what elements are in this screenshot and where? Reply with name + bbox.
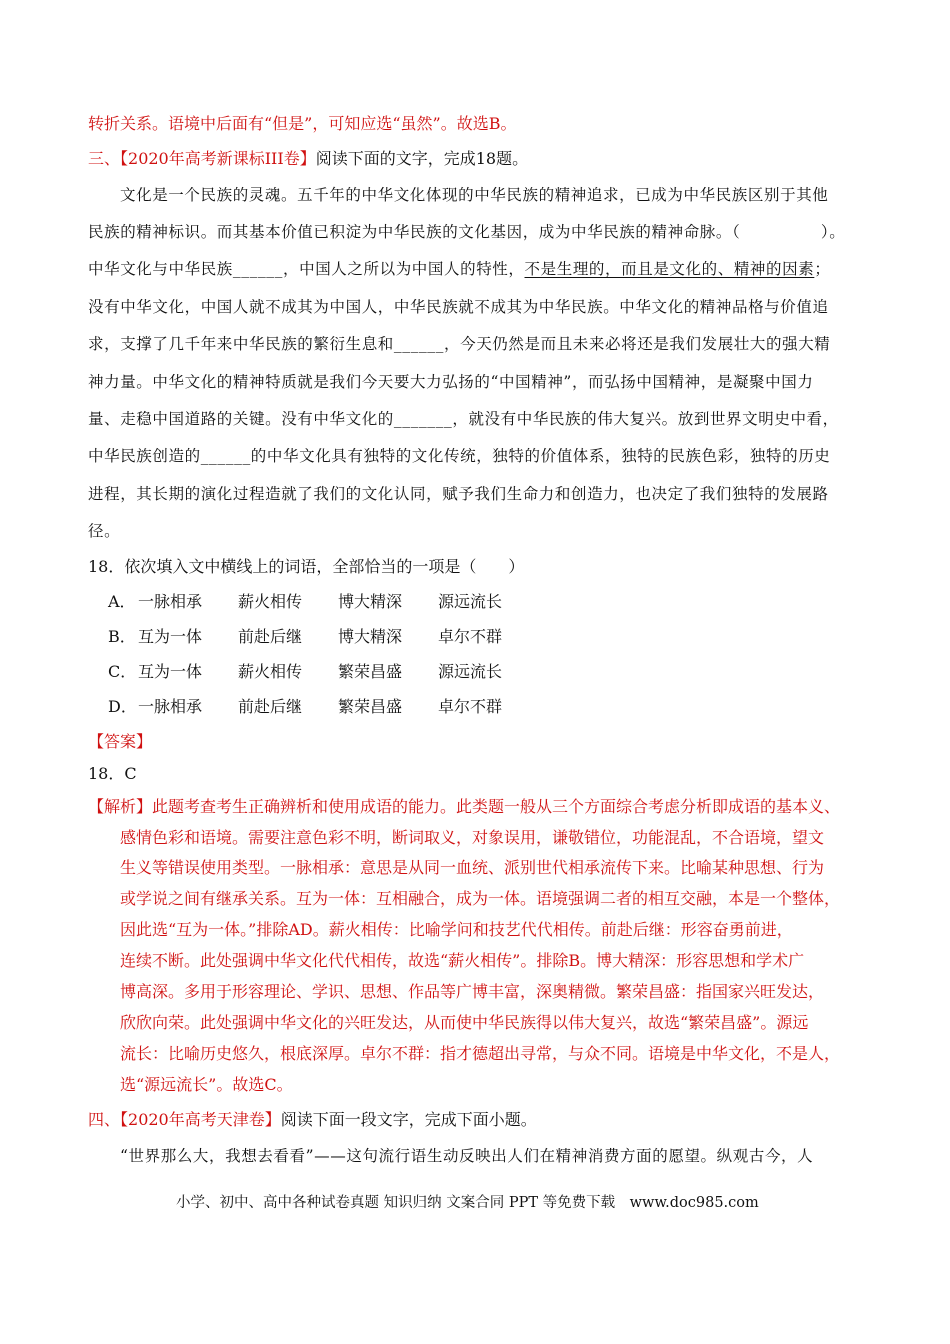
passage-line: 径。 xyxy=(88,522,121,540)
passage-line: 没有中华文化，中国人就不成其为中国人，中华民族就不成其为中华民族。中华文化的精神品格与价值追 xyxy=(88,298,829,316)
source-tag: 【2020年高考天津卷】 xyxy=(120,1110,281,1129)
answer-value: 18．C xyxy=(88,764,137,783)
analysis-line: 连续不断。此处强调中华文化代代相传，故选“薪火相传”。排除B。博大精深：形容思想和学术广 xyxy=(120,951,805,970)
option-key: B． xyxy=(108,627,136,646)
passage-line xyxy=(88,258,830,280)
passage-line: 神力量。中华文化的精神特质就是我们今天要大力弘扬的“中国精神”，而弘扬中国精神，是凝聚中国力 xyxy=(88,373,814,391)
option-a xyxy=(108,591,538,613)
option-word: 繁荣昌盛 xyxy=(338,662,403,681)
previous-analysis-tail: 转折关系。语境中后面有“但是”，可知应选“虽然”。故选B。 xyxy=(88,114,517,133)
option-c xyxy=(108,661,538,683)
page-footer: 小学、初中、高中各种试卷真题 知识归纳 文案合同 PPT 等免费下载 www.doc985.com xyxy=(176,1195,759,1211)
passage-line: 进程，其长期的演化过程造就了我们的文化认同，赋予我们生命力和创造力，也决定了我们独特的发展路 xyxy=(88,485,829,503)
analysis-line: 流长：比喻历史悠久，根底深厚。卓尔不群：指才德超出寻常，与众不同。语境是中华文化，不是人， xyxy=(120,1044,841,1063)
option-word: 薪火相传 xyxy=(238,662,303,681)
option-word: 卓尔不群 xyxy=(438,697,503,716)
analysis-line: 或学说之间有继承关系。互为一体：互相融合，成为一体。语境强调二者的相互交融，本是一个整体， xyxy=(120,889,841,908)
section-number: 四、 xyxy=(88,1110,121,1129)
option-key: C． xyxy=(108,662,137,681)
option-word: 源远流长 xyxy=(438,592,503,611)
option-word: 互为一体 xyxy=(138,627,203,646)
analysis-line: 生义等错误使用类型。一脉相承：意思是从同一血统、派别世代相承流传下来。比喻某种思想、行为 xyxy=(120,858,825,877)
analysis-text: 此题考查考生正确辨析和使用成语的能力。此类题一般从三个方面综合考虑分析即成语的基本义、 xyxy=(152,797,841,816)
option-word: 一脉相承 xyxy=(138,697,203,716)
option-key: D． xyxy=(108,697,137,716)
question-18: 18．依次填入文中横线上的词语，全部恰当的一项是（ ） xyxy=(88,557,525,576)
option-word: 前赴后继 xyxy=(238,627,303,646)
section-number: 三、 xyxy=(88,149,121,168)
option-word: 卓尔不群 xyxy=(438,627,503,646)
option-word: 博大精深 xyxy=(338,627,403,646)
section-3-heading xyxy=(88,148,528,170)
answer-label: 【答案】 xyxy=(88,732,153,751)
passage-line: 量、走稳中国道路的关键。没有中华文化的_______，就没有中华民族的伟大复兴。放到世界文明史中看， xyxy=(88,410,839,428)
option-b xyxy=(108,626,538,648)
option-word: 互为一体 xyxy=(138,662,203,681)
analysis-label: 【解析】 xyxy=(88,797,153,816)
passage-2-line: “世界那么大，我想去看看”——这句流行语生动反映出人们在精神消费方面的愿望。纵观古今，人 xyxy=(120,1147,814,1165)
passage-line: 求，支撑了几千年来中华民族的繁衍生息和______，今天仍然是而且未来必将还是我们发展壮大的强大精 xyxy=(88,335,831,353)
analysis-line xyxy=(88,796,840,818)
underlined-sentence: 不是生理的，而且是文化的、精神的因素 xyxy=(524,260,815,278)
analysis-line: 博高深。多用于形容理论、学识、思想、作品等广博丰富，深奥精微。繁荣昌盛：指国家兴旺发达， xyxy=(120,982,825,1001)
option-word: 源远流长 xyxy=(438,662,503,681)
section-instruction: 阅读下面的文字，完成18题。 xyxy=(315,149,529,168)
section-4-heading xyxy=(88,1109,537,1131)
option-word: 博大精深 xyxy=(338,592,403,611)
option-word: 繁荣昌盛 xyxy=(338,697,403,716)
option-d xyxy=(108,696,538,718)
option-key: A． xyxy=(108,592,136,611)
passage-line: 文化是一个民族的灵魂。五千年的中华文化体现的中华民族的精神追求，已成为中华民族区别于其他 xyxy=(120,186,829,204)
option-word: 薪火相传 xyxy=(238,592,303,611)
analysis-line: 选“源远流长”。故选C。 xyxy=(120,1075,293,1094)
analysis-line: 欣欣向荣。此处强调中华文化的兴旺发达，从而使中华民族得以伟大复兴，故选“繁荣昌盛”。源远 xyxy=(120,1013,809,1032)
passage-text: ； xyxy=(814,260,831,278)
passage-line: 中华民族创造的______的中华文化具有独特的文化传统，独特的价值体系，独特的民族色彩，独特的历史 xyxy=(88,447,831,465)
option-word: 一脉相承 xyxy=(138,592,203,611)
passage-line: 民族的精神标识。而其基本价值已积淀为中华民族的文化基因，成为中华民族的精神命脉。（ ）。 xyxy=(88,223,846,241)
passage-text: 中华文化与中华民族______，中国人之所以为中国人的特性， xyxy=(88,260,525,278)
section-instruction: 阅读下面一段文字，完成下面小题。 xyxy=(280,1110,537,1129)
analysis-line: 因此选“互为一体。”排除AD。薪火相传：比喻学问和技艺代代相传。前赴后继：形容奋勇前进， xyxy=(120,920,793,939)
analysis-line: 感情色彩和语境。需要注意色彩不明，断词取义，对象误用，谦敬错位，功能混乱，不合语境，望文 xyxy=(120,828,825,847)
option-word: 前赴后继 xyxy=(238,697,303,716)
source-tag: 【2020年高考新课标III卷】 xyxy=(120,149,316,168)
